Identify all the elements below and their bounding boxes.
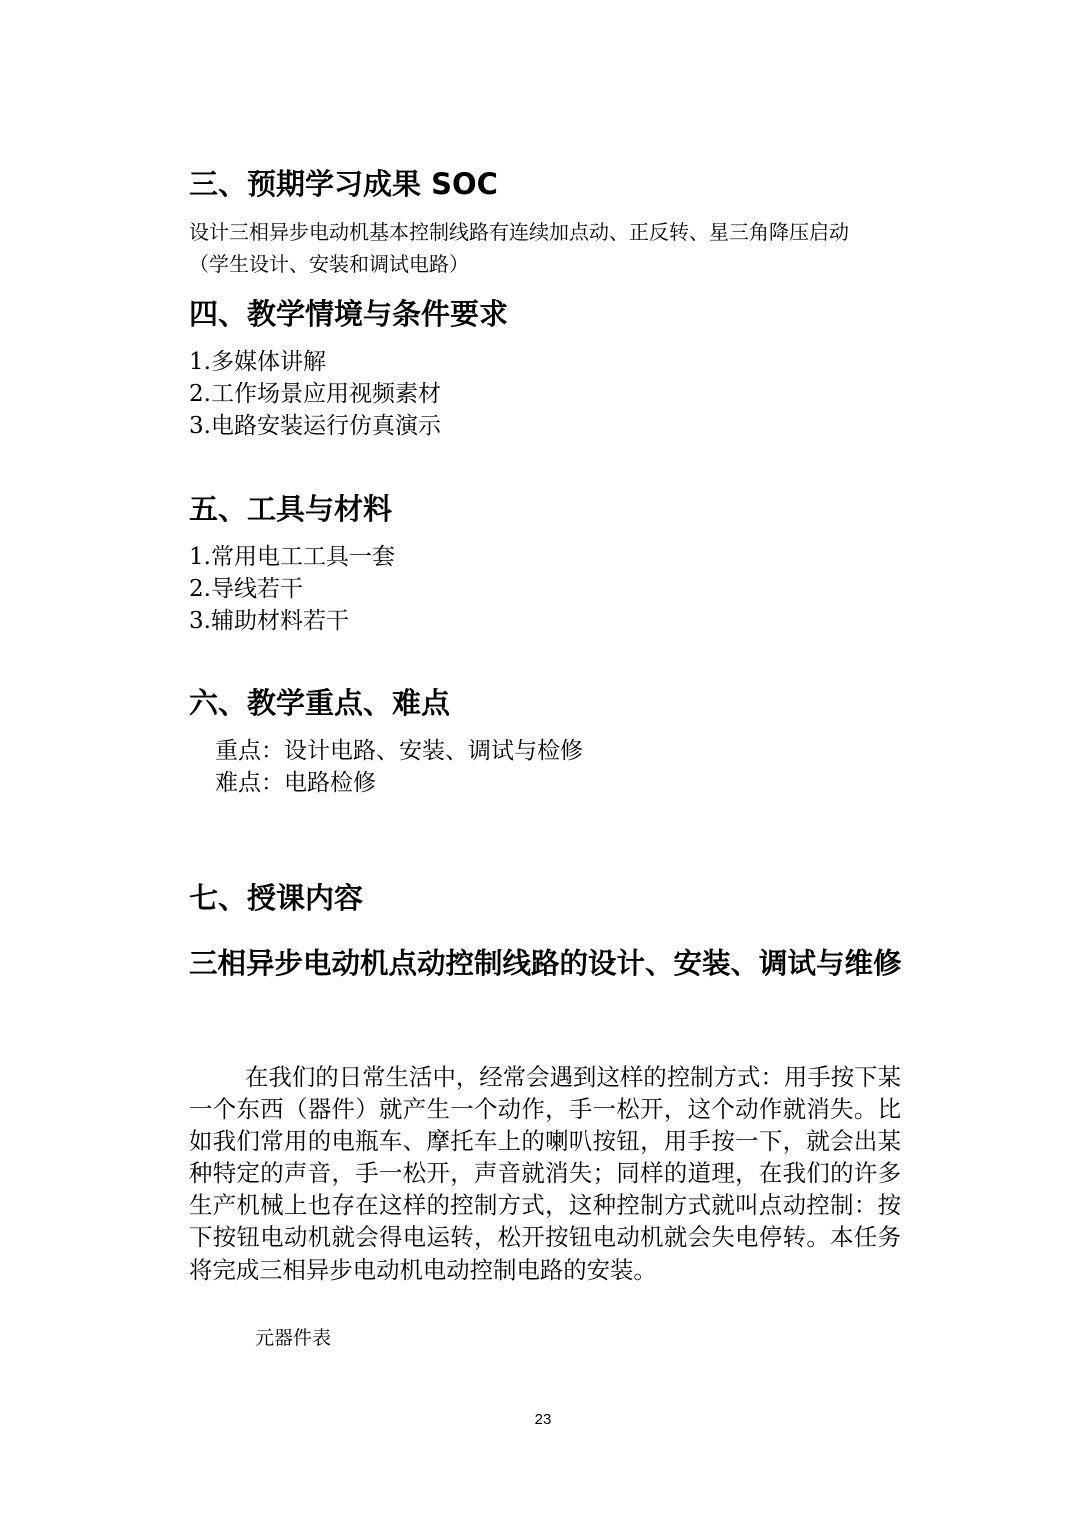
section-6-heading: 六、教学重点、难点 [189, 686, 451, 720]
section-4-item-3: 3.电路安装运行仿真演示 [189, 413, 441, 439]
section-7-heading: 七、授课内容 [189, 881, 364, 915]
section-5-item-2: 2.导线若干 [189, 576, 303, 602]
section-4-item-2: 2.工作场景应用视频素材 [189, 381, 441, 407]
lesson-title: 三相异步电动机点动控制线路的设计、安装、调试与维修 [189, 947, 902, 980]
lesson-paragraph: 在我们的日常生活中，经常会遇到这样的控制方式：用手按下某一个东西（器件）就产生一个动作，手一松开，这个动作就消失。比如我们常用的电瓶车、摩托车上的喇叭按钮，用手按一下，就会出某种特定的声音，手一松开，声音就消失；同样的道理，在我们的许多生产机械上也存在这样的控制方式，这种控制方式就叫点动控制：按下按钮电动机就会得电运转，松开按钮电动机就会失电停转。本任务将完成三相异步电动机电动控制电路的安装。 [189, 1063, 901, 1284]
section-4-heading: 四、教学情境与条件要求 [189, 297, 509, 331]
key-point-text: 重点：设计电路、安装、调试与检修 [215, 738, 583, 764]
section-3-heading: 三、预期学习成果 SOC [189, 167, 498, 201]
section-5-item-1: 1.常用电工工具一套 [189, 544, 395, 570]
section-3-text-line-1: 设计三相异步电动机基本控制线路有连续加点动、正反转、星三角降压启动 [189, 220, 849, 244]
section-5-heading: 五、工具与材料 [189, 492, 393, 526]
section-3-text-line-2: （学生设计、安装和调试电路） [189, 252, 469, 276]
section-5-item-3: 3.辅助材料若干 [189, 608, 349, 634]
difficulty-text: 难点：电路检修 [215, 770, 376, 796]
page-number: 23 [534, 1411, 552, 1428]
table-caption: 元器件表 [255, 1327, 332, 1349]
section-4-item-1: 1.多媒体讲解 [189, 349, 326, 375]
